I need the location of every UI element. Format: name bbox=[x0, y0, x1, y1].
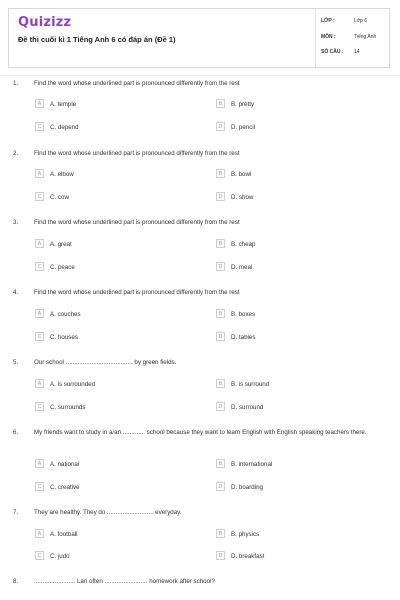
option-text: B. cheap bbox=[231, 241, 256, 248]
option-letter-box: A bbox=[35, 459, 44, 468]
option-letter-box: A bbox=[35, 379, 44, 388]
option-text: A. couches bbox=[50, 311, 81, 318]
header-divider bbox=[0, 75, 400, 76]
question-text: Find the word whose underlined part is pronounced differently from the rest bbox=[34, 289, 240, 296]
option-text: B. is surround bbox=[231, 381, 270, 388]
question-number: 4. bbox=[13, 289, 19, 296]
question-number: 8. bbox=[13, 578, 19, 585]
document-title: Đề thi cuối kì 1 Tiếng Anh 6 có đáp án (Đề 1) bbox=[18, 35, 176, 44]
option-letter-box: D bbox=[216, 192, 225, 201]
question-number: 6. bbox=[13, 429, 19, 436]
question-number: 1. bbox=[13, 80, 19, 87]
question-text: Our school ....................................... by green fields. bbox=[34, 359, 177, 366]
option-text: D. meal bbox=[231, 264, 253, 271]
option-letter-box: D bbox=[216, 332, 225, 341]
question-number: 2. bbox=[13, 150, 19, 157]
option-letter-box: C bbox=[35, 482, 44, 491]
option-text: A. temple bbox=[50, 101, 77, 108]
question-text: Find the word whose underlined part is pronounced differently from the rest bbox=[34, 80, 240, 87]
meta-divider bbox=[315, 9, 316, 67]
option-letter-box: D bbox=[216, 122, 225, 131]
meta-grade-value: Lớp 6 bbox=[354, 18, 368, 24]
option-text: C. cow bbox=[50, 194, 69, 201]
option-text: A. is surrounded bbox=[50, 381, 96, 388]
option-letter-box: B bbox=[216, 459, 225, 468]
option-letter-box: B bbox=[216, 309, 225, 318]
question-text: Find the word whose underlined part is pronounced differently from the rest bbox=[34, 150, 240, 157]
option-text: B. physics bbox=[231, 531, 260, 538]
option-letter-box: D bbox=[216, 402, 225, 411]
question-text: They are healthy. They do ........................... everyday. bbox=[34, 509, 182, 516]
option-letter-box: B bbox=[216, 239, 225, 248]
question-text: My friends want to study in a/an ............. school because they want to learn English with English speaking teachers there. bbox=[34, 429, 367, 436]
option-text: B. boxes bbox=[231, 311, 256, 318]
question-number: 3. bbox=[13, 219, 19, 226]
question-number: 7. bbox=[13, 509, 19, 516]
option-text: D. boarding bbox=[231, 484, 263, 491]
option-letter-box: A bbox=[35, 239, 44, 248]
option-letter-box: A bbox=[35, 99, 44, 108]
option-text: D. surround bbox=[231, 404, 264, 411]
meta-count-key: SỐ CÂU : bbox=[321, 49, 344, 55]
option-letter-box: D bbox=[216, 262, 225, 271]
option-text: D. tables bbox=[231, 334, 256, 341]
option-text: C. creative bbox=[50, 484, 80, 491]
quizizz-logo: Quizizz bbox=[18, 15, 72, 30]
option-letter-box: D bbox=[216, 551, 225, 560]
option-letter-box: D bbox=[216, 482, 225, 491]
meta-subject-key: MÔN : bbox=[321, 34, 336, 40]
meta-count-value: 14 bbox=[354, 49, 360, 55]
option-text: B. international bbox=[231, 461, 273, 468]
option-letter-box: A bbox=[35, 169, 44, 178]
option-text: A. great bbox=[50, 241, 72, 248]
meta-grade-key: LỚP : bbox=[321, 18, 335, 24]
option-text: C. houses bbox=[50, 334, 78, 341]
option-text: C. depend bbox=[50, 124, 79, 131]
option-letter-box: C bbox=[35, 332, 44, 341]
option-text: A. football bbox=[50, 531, 78, 538]
option-letter-box: C bbox=[35, 122, 44, 131]
option-letter-box: C bbox=[35, 192, 44, 201]
option-text: C. judo bbox=[50, 553, 70, 560]
question-number: 5. bbox=[13, 359, 19, 366]
option-text: A. elbow bbox=[50, 171, 74, 178]
option-text: B. bowl bbox=[231, 171, 252, 178]
option-letter-box: C bbox=[35, 551, 44, 560]
option-text: C. peace bbox=[50, 264, 75, 271]
option-text: A. national bbox=[50, 461, 80, 468]
document-header bbox=[8, 8, 390, 68]
option-letter-box: A bbox=[35, 309, 44, 318]
meta-subject-value: Tiếng Anh bbox=[354, 34, 377, 40]
option-letter-box: B bbox=[216, 379, 225, 388]
option-letter-box: B bbox=[216, 99, 225, 108]
option-text: D. pencil bbox=[231, 124, 256, 131]
question-text: Find the word whose underlined part is pronounced differently from the rest bbox=[34, 219, 240, 226]
option-text: C. surrounds bbox=[50, 404, 86, 411]
option-text: B. pretty bbox=[231, 101, 255, 108]
option-letter-box: C bbox=[35, 262, 44, 271]
option-letter-box: B bbox=[216, 529, 225, 538]
option-letter-box: B bbox=[216, 169, 225, 178]
option-letter-box: A bbox=[35, 529, 44, 538]
question-text: ........................ Lan often ......................... homework after school? bbox=[34, 578, 215, 585]
option-text: D. show bbox=[231, 194, 254, 201]
option-letter-box: C bbox=[35, 402, 44, 411]
option-text: D. breakfast bbox=[231, 553, 265, 560]
